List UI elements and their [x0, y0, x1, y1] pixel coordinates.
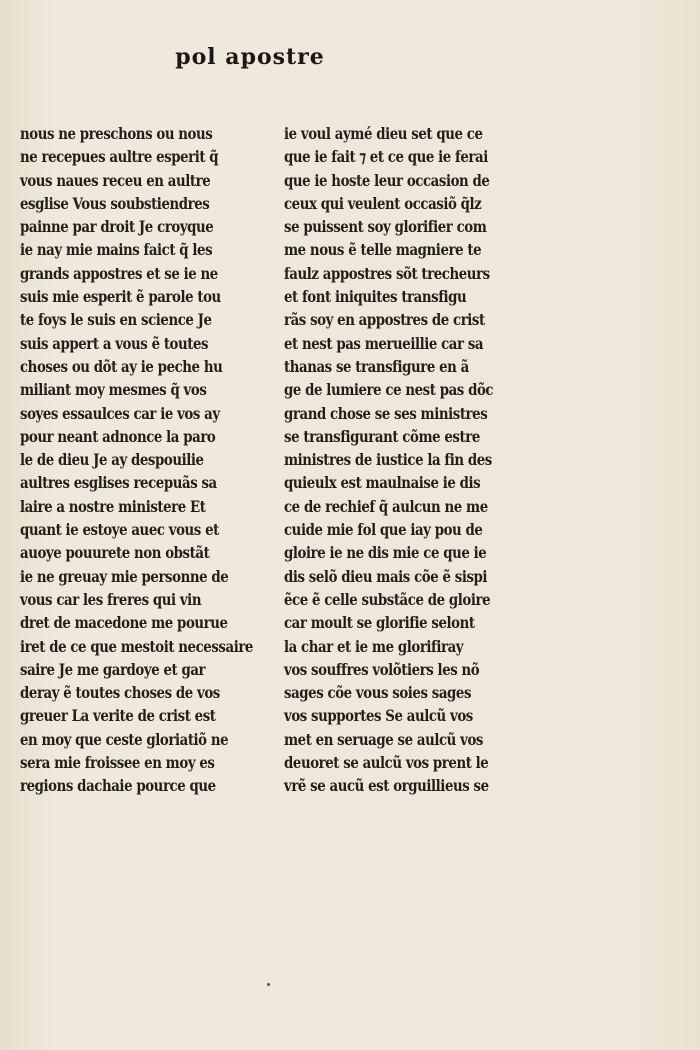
text-line: grands appostres et se ie ne — [20, 263, 218, 283]
text-line: en moy que ceste gloriatiõ ne — [20, 729, 229, 749]
text-line: rãs soy en appostres de crist — [284, 310, 485, 330]
text-line: la char et ie me glorifiray — [284, 636, 464, 656]
text-line: saire Je me gardoye et gar — [20, 659, 206, 679]
text-line: ẽce ẽ celle substãce de gloire — [284, 589, 491, 609]
text-line: deray ẽ toutes choses de vos — [20, 683, 220, 703]
text-line: aultres esglises recepuãs sa — [20, 473, 217, 493]
text-line: nous ne preschons ou nous — [20, 124, 213, 143]
text-line: et font iniquites transfigu — [284, 287, 467, 307]
text-line: vrẽ se aucũ est orguillieus se — [284, 776, 489, 796]
text-line: laire a nostre ministere Et — [20, 496, 206, 516]
text-line: ne recepues aultre esperit q̃ — [20, 147, 219, 167]
text-line: ie nay mie mains faict q̃ les — [20, 240, 213, 260]
text-line: grand chose se ses ministres — [284, 403, 488, 423]
text-line: vos supportes Se aulcũ vos — [284, 706, 473, 726]
text-line: pour neant adnonce la paro — [20, 426, 216, 446]
text-line: regions dachaie pource que — [20, 776, 216, 796]
text-line: suis appert a vous ẽ toutes — [20, 333, 209, 353]
right-text-column — [284, 122, 524, 798]
text-line: gloire ie ne dis mie ce que ie — [284, 543, 487, 563]
text-line: que ie hoste leur occasion de — [284, 170, 490, 190]
text-line: sages cõe vous soies sages — [284, 683, 472, 703]
running-head: pol apostre — [175, 44, 325, 70]
text-line: suis mie esperit ẽ parole tou — [20, 287, 221, 307]
text-line: esglise Vous soubstiendres — [20, 193, 210, 213]
text-line: que ie fait ⁊ et ce que ie ferai — [284, 147, 488, 167]
text-line: cuide mie fol que iay pou de — [284, 520, 483, 540]
text-line: et nest pas merueillie car sa — [284, 333, 484, 353]
text-line: quant ie estoye auec vous et — [20, 520, 219, 540]
text-line: painne par droit Je croyque — [20, 217, 214, 237]
left-text-column — [20, 122, 256, 798]
text-line: vous naues receu en aultre — [20, 170, 211, 190]
text-line: met en seruage se aulcũ vos — [284, 729, 483, 749]
text-line: auoye pouurete non obstãt — [20, 543, 210, 563]
text-line: choses ou dõt ay ie peche hu — [20, 356, 223, 376]
text-line: ministres de iustice la fin des — [284, 450, 492, 470]
text-line: ie voul aymé dieu set que ce — [284, 124, 483, 143]
text-line: thanas se transfigure en ã — [284, 356, 469, 376]
text-line: vos souffres volõtiers les nõ — [284, 659, 480, 679]
text-line: se puissent soy glorifier com — [284, 217, 487, 237]
text-line: sera mie froissee en moy es — [20, 753, 215, 773]
text-line: ie ne greuay mie personne de — [20, 566, 229, 586]
text-line: dis selõ dieu mais cõe ẽ sispi — [284, 566, 488, 586]
text-line: soyes essaulces car ie vos ay — [20, 403, 220, 423]
text-line: le de dieu Je ay despouilie — [20, 450, 204, 470]
text-line: car moult se glorifie selont — [284, 613, 475, 633]
ink-speck — [267, 983, 270, 986]
text-line: iret de ce que mestoit necessaire — [20, 636, 253, 656]
text-line: faulz appostres sõt trecheurs — [284, 263, 490, 283]
text-line: quieulx est maulnaise ie dis — [284, 473, 481, 493]
text-line: te foys le suis en science Je — [20, 310, 212, 330]
text-line: se transfigurant cõme estre — [284, 426, 480, 446]
text-line: dret de macedone me pourue — [20, 613, 228, 633]
text-line: deuoret se aulcũ vos prent le — [284, 753, 489, 773]
text-line: vous car les freres qui vin — [20, 589, 202, 609]
text-line: me nous ẽ telle magniere te — [284, 240, 482, 260]
text-line: greuer La verite de crist est — [20, 706, 216, 726]
text-line: ceux qui veulent occasiõ q̃lz — [284, 193, 482, 213]
text-line: miliant moy mesmes q̃ vos — [20, 380, 207, 400]
text-line: ce de rechief q̃ aulcun ne me — [284, 496, 488, 516]
text-line: ge de lumiere ce nest pas dõc — [284, 380, 494, 400]
